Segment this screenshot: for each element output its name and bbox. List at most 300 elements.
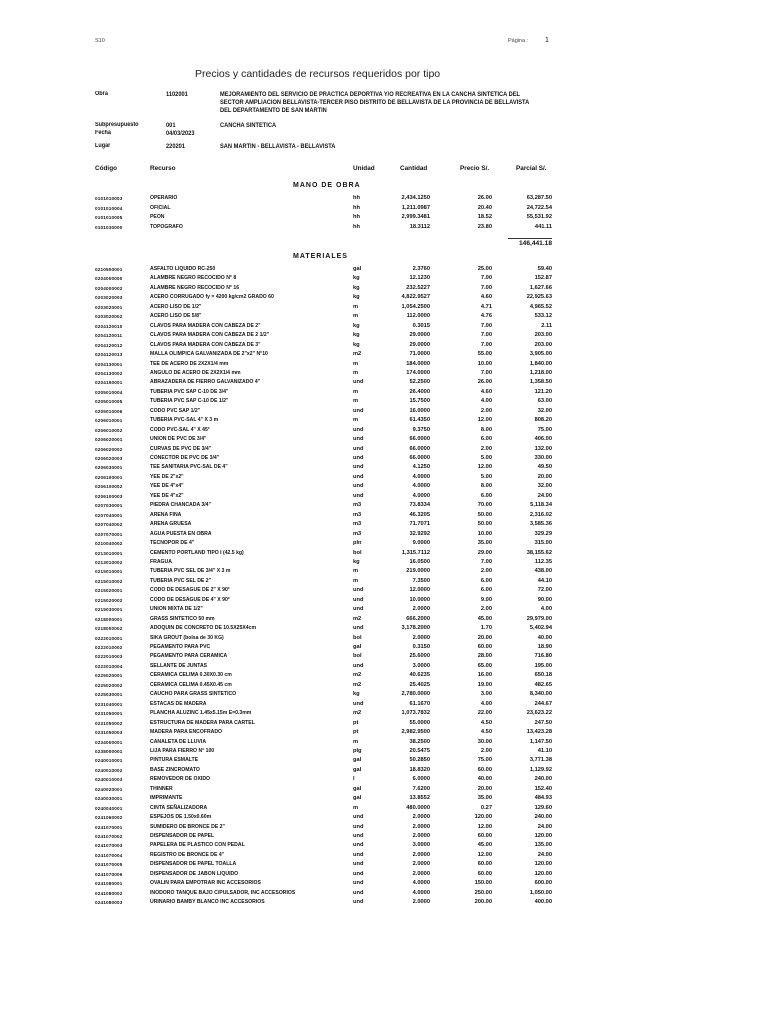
row-price: 60.00 [477, 833, 492, 839]
row-unit: und [353, 823, 364, 830]
table-row [0, 860, 768, 869]
page-title: Precios y cantidades de recursos requeridos por tipo [195, 68, 441, 80]
table-row [0, 567, 768, 576]
row-resource: CANALETA DE LLUVIA [150, 738, 207, 745]
row-code: 0206010002 [95, 427, 123, 433]
total-divider [508, 238, 552, 239]
row-resource: CEMENTO PORTLAND TIPO I (42.5 kg) [150, 549, 244, 556]
row-price: 3.00 [480, 691, 492, 698]
row-partial: 55,531.92 [526, 214, 552, 221]
row-quantity: 61.1670 [409, 700, 430, 707]
table-row [0, 596, 768, 605]
row-resource: INODORO TANQUE BAJO C/PULSADOR, INC ACCESORIOS [150, 889, 296, 896]
row-quantity: 2,780.0000 [401, 691, 430, 698]
row-quantity: 480.0000 [406, 804, 430, 811]
table-row [0, 775, 768, 784]
row-partial: 90.00 [537, 596, 552, 603]
row-code: 0215010002 [95, 578, 123, 584]
row-unit: und [353, 379, 364, 386]
row-partial: 5,118.34 [530, 502, 552, 509]
row-resource: TEE SANITARIA PVC-SAL DE 4" [150, 464, 228, 471]
row-code: 0206100003 [95, 493, 123, 499]
table-row [0, 312, 768, 321]
row-resource: DISPENSADOR DE PAPEL [150, 833, 215, 839]
row-price: 4.50 [480, 729, 492, 736]
table-row [0, 577, 768, 586]
table-row [0, 435, 768, 444]
row-code: 0241070005 [95, 862, 123, 868]
row-partial: 1,129.92 [529, 766, 552, 773]
row-quantity: 7.6200 [412, 785, 430, 792]
row-quantity: 2.0000 [412, 899, 430, 906]
row-quantity: 16.0500 [409, 558, 430, 565]
table-row [0, 558, 768, 567]
row-price: 45.00 [477, 842, 492, 849]
row-resource: PAPELERA DE PLASTICO CON PEDAL [150, 842, 245, 849]
row-code: 0241080002 [95, 890, 123, 896]
row-unit: und [353, 464, 364, 471]
table-row [0, 756, 768, 765]
subpresupuesto-label: Subpresupuesto [95, 122, 139, 128]
row-resource: THINNER [150, 785, 173, 792]
row-resource: SELLANTE DE JUNTAS [150, 662, 208, 669]
table-row [0, 728, 768, 737]
row-quantity: 4,822.9527 [401, 294, 430, 301]
row-quantity: 20.5475 [409, 747, 430, 754]
row-partial: 716.80 [534, 653, 552, 660]
row-quantity: 71.7071 [409, 521, 430, 528]
row-price: 65.00 [477, 662, 492, 669]
row-code: 0218000001 [95, 616, 123, 622]
row-quantity: 46.3205 [409, 511, 430, 518]
row-resource: URINARIO BAMBY BLANCO INC ACCESORIOS [150, 899, 265, 906]
row-partial: 120.00 [534, 833, 552, 839]
table-row [0, 378, 768, 387]
table-row [0, 463, 768, 472]
row-price: 75.00 [477, 757, 492, 764]
row-unit: und [353, 870, 364, 877]
table-row [0, 454, 768, 463]
table-row [0, 605, 768, 614]
row-unit: m [353, 804, 359, 811]
table-row [0, 204, 768, 213]
row-code: 0240030001 [95, 796, 123, 802]
row-resource: PEGAMENTO PARA CERAMICA [150, 653, 228, 660]
table-row [0, 709, 768, 718]
table-row [0, 766, 768, 775]
table-row [0, 473, 768, 482]
row-code: 0241070006 [95, 871, 123, 877]
col-partial-header: Parcial S/. [516, 165, 547, 172]
row-code: 0241070003 [95, 843, 123, 849]
row-unit: und [353, 833, 364, 839]
row-unit: und [353, 407, 364, 414]
row-partial: 20.00 [537, 473, 552, 480]
row-quantity: 6.0000 [412, 776, 430, 783]
row-code: 0101030000 [95, 224, 123, 230]
row-quantity: 0.3150 [412, 644, 430, 650]
row-code: 0241080003 [95, 900, 123, 906]
table-row [0, 662, 768, 671]
row-resource: CINTA SEÑALIZADORA [150, 804, 208, 811]
row-unit: kg [353, 558, 360, 565]
row-unit: kg [353, 691, 360, 698]
table-row [0, 634, 768, 643]
row-price: 45.00 [477, 615, 492, 622]
row-resource: ACERO LISO DE 1/2" [150, 303, 202, 310]
row-partial: 2,316.02 [529, 511, 552, 518]
row-code: 0210040002 [95, 541, 123, 547]
table-row [0, 445, 768, 454]
row-code: 0218000002 [95, 626, 123, 632]
row-quantity: 10.0000 [409, 596, 430, 603]
row-unit: und [353, 814, 364, 821]
table-row [0, 520, 768, 529]
row-resource: MADERA PARA ENCOFRADO [150, 729, 223, 736]
row-price: 23.80 [477, 223, 492, 230]
row-quantity: 219.0000 [406, 568, 430, 575]
table-row [0, 700, 768, 709]
row-price: 2.00 [480, 407, 492, 414]
row-partial: 247.50 [534, 719, 552, 726]
row-price: 70.00 [477, 502, 492, 509]
row-price: 7.00 [480, 322, 492, 329]
row-partial: 129.60 [534, 804, 552, 811]
row-quantity: 3.0000 [412, 662, 430, 669]
row-resource: PEON [150, 214, 165, 221]
row-unit: und [353, 880, 364, 887]
fecha-value: 04/03/2023 [166, 130, 195, 137]
row-code: 0225030001 [95, 692, 123, 698]
row-partial: 32.00 [537, 483, 552, 490]
row-resource: TUBERIA PVC SAP C-10 DE 3/4" [150, 388, 229, 395]
row-partial: 135.00 [534, 842, 552, 849]
row-unit: m2 [353, 681, 362, 688]
row-price: 26.00 [477, 379, 492, 386]
row-resource: ALAMBRE NEGRO RECOCIDO N° 8 [150, 275, 237, 282]
row-resource: ANGULO DE ACERO DE 2X2X1/4 mm [150, 369, 241, 376]
row-price: 2.00 [480, 606, 492, 613]
row-partial: 49.50 [537, 464, 552, 471]
table-row [0, 624, 768, 633]
row-price: 50.00 [477, 521, 492, 528]
row-quantity: 12.0000 [409, 587, 430, 594]
row-quantity: 3.0000 [412, 842, 430, 849]
row-unit: gal [353, 785, 362, 792]
table-row [0, 530, 768, 539]
row-quantity: 29.0000 [409, 341, 430, 348]
row-partial: 44.10 [537, 577, 552, 584]
row-code: 0206020003 [95, 456, 123, 461]
lugar-code: 220201 [166, 143, 186, 150]
row-price: 60.00 [477, 766, 492, 773]
row-unit: gal [353, 644, 362, 650]
row-code: 0213010001 [95, 550, 123, 556]
row-price: 6.00 [480, 492, 492, 499]
table-row [0, 369, 768, 378]
row-resource: PIEDRA CHANCADA 3/4" [150, 502, 211, 509]
row-partial: 40.00 [537, 634, 552, 641]
row-unit: hh [353, 214, 360, 221]
row-partial: 132.00 [534, 445, 552, 452]
row-unit: und [353, 899, 364, 906]
row-resource: YEE DE 4"x4" [150, 483, 184, 490]
table-row [0, 194, 768, 203]
row-resource: ARENA GRUESA [150, 521, 192, 528]
row-partial: 23,623.22 [526, 710, 552, 717]
row-quantity: 15.7500 [409, 398, 430, 405]
table-row [0, 274, 768, 283]
row-code: 0231050003 [95, 730, 123, 736]
row-code: 0206100001 [95, 474, 123, 480]
row-quantity: 55.0000 [409, 719, 430, 726]
row-resource: IMPRIMANTE [150, 795, 183, 802]
obra-desc-line: DEL DEPARTAMENTO DE SAN MARTIN [220, 107, 327, 114]
table-row [0, 785, 768, 794]
row-partial: 24.00 [537, 851, 552, 858]
table-row [0, 350, 768, 359]
row-resource: CURVAS DE PVC DE 3/4" [150, 445, 212, 452]
row-quantity: 2.0000 [412, 833, 430, 839]
row-unit: m [353, 417, 359, 424]
row-resource: TECNOPOR DE 4" [150, 540, 195, 547]
row-partial: 8,340.00 [529, 691, 552, 698]
row-partial: 1,147.50 [529, 738, 552, 745]
row-partial: 24.00 [537, 823, 552, 830]
row-code: 0240010001 [95, 758, 123, 764]
row-code: 0205010005 [95, 399, 123, 405]
row-quantity: 184.0000 [406, 360, 430, 367]
row-partial: 72.00 [537, 587, 552, 594]
table-row [0, 341, 768, 350]
row-price: 10.00 [477, 530, 492, 537]
row-quantity: 26.4000 [409, 388, 430, 395]
row-price: 4.76 [480, 313, 492, 320]
row-partial: 315.00 [534, 540, 552, 547]
row-resource: LIJA PARA FIERRO N° 100 [150, 747, 215, 754]
row-partial: 24,722.54 [526, 204, 552, 211]
row-quantity: 40.6235 [409, 672, 430, 679]
row-unit: l [353, 776, 355, 783]
row-resource: TUBERIA PVC SEL DE 2" [150, 577, 212, 584]
row-code: 0204150001 [95, 380, 123, 386]
row-code: 0207040001 [95, 512, 123, 518]
row-partial: 441.11 [534, 223, 552, 230]
row-code: 0101010005 [95, 215, 123, 221]
row-code: 0204120011 [95, 333, 123, 339]
row-price: 9.00 [480, 596, 492, 603]
row-quantity: 52.2500 [409, 379, 430, 386]
row-code: 0225020001 [95, 673, 123, 679]
row-resource: ALAMBRE NEGRO RECOCIDO N° 16 [150, 284, 240, 291]
row-quantity: 4.0000 [412, 880, 430, 887]
row-price: 12.00 [477, 464, 492, 471]
table-row [0, 690, 768, 699]
report-code: S10 [95, 38, 105, 44]
row-price: 28.00 [477, 653, 492, 660]
row-resource: CERAMICA CELIMA 0.30X0.30 cm [150, 672, 232, 679]
row-price: 4.60 [480, 388, 492, 395]
row-code: 0234000001 [95, 739, 123, 745]
row-code: 0206020002 [95, 446, 123, 452]
row-partial: 482.65 [534, 681, 552, 688]
row-quantity: 3,178.2000 [401, 625, 430, 632]
row-unit: m [353, 398, 359, 405]
lugar-desc: SAN MARTIN - BELLAVISTA - BELLAVISTA [220, 143, 336, 150]
row-partial: 13,423.28 [526, 729, 552, 736]
row-unit: m2 [353, 351, 362, 358]
row-price: 4.60 [480, 294, 492, 301]
row-unit: m [353, 577, 359, 584]
row-unit: und [353, 587, 364, 594]
row-code: 0240020001 [95, 786, 123, 792]
row-resource: TUBERIA PVC-SAL 4" X 3 m [150, 417, 219, 424]
row-partial: 244.67 [534, 700, 552, 707]
row-unit: und [353, 492, 364, 499]
row-partial: 650.18 [534, 672, 552, 679]
row-unit: m3 [353, 502, 362, 509]
row-unit: und [353, 426, 364, 433]
col-unit-header: Unidad [353, 165, 375, 172]
row-quantity: 18.8320 [409, 766, 430, 773]
row-quantity: 18.3112 [409, 223, 430, 230]
row-partial: 240.00 [534, 776, 552, 783]
row-code: 0206030001 [95, 465, 123, 471]
row-price: 2.00 [480, 445, 492, 452]
table-row [0, 813, 768, 822]
row-unit: m [353, 303, 359, 310]
row-price: 55.00 [477, 351, 492, 358]
table-row [0, 719, 768, 728]
row-quantity: 2.0000 [412, 606, 430, 613]
table-row [0, 671, 768, 680]
row-partial: 38,155.62 [526, 549, 552, 556]
row-unit: kg [353, 275, 360, 282]
row-partial: 120.00 [534, 861, 552, 868]
row-price: 8.00 [480, 483, 492, 490]
row-unit: m [353, 360, 359, 367]
row-resource: CODO DE DESAGUE DE 2" X 90° [150, 587, 230, 594]
table-row [0, 851, 768, 860]
row-resource: SUMIDERO DE BRONCE DE 2" [150, 823, 225, 830]
row-quantity: 1,054.2500 [401, 303, 430, 310]
row-partial: 4.00 [540, 606, 552, 613]
row-resource: ACERO LISO DE 5/8" [150, 313, 202, 320]
row-unit: und [353, 606, 364, 613]
table-row [0, 331, 768, 340]
row-quantity: 61.4350 [409, 417, 430, 424]
row-partial: 63,287.50 [526, 195, 552, 201]
row-price: 20.00 [477, 785, 492, 792]
row-code: 0206020001 [95, 437, 123, 443]
row-price: 20.40 [477, 204, 492, 211]
row-price: 7.00 [480, 275, 492, 282]
row-unit: und [353, 889, 364, 896]
row-quantity: 9.3750 [412, 426, 430, 433]
row-resource: PLANCHA ALUZINC 1.45x5.15m E=0.3mm [150, 710, 252, 717]
table-row [0, 681, 768, 690]
row-code: 0240010003 [95, 777, 123, 783]
row-price: 200.00 [474, 899, 492, 906]
row-resource: BASE ZINCROMATO [150, 766, 200, 773]
row-unit: kg [353, 341, 360, 348]
row-quantity: 2.3760 [412, 266, 430, 272]
row-resource: CODO PVC SAP 1/2" [150, 407, 201, 414]
row-unit: m3 [353, 511, 362, 518]
row-price: 6.00 [480, 436, 492, 443]
row-code: 0203020003 [95, 295, 123, 301]
row-resource: OPERARIO [150, 195, 178, 201]
row-partial: 1,627.66 [529, 284, 552, 291]
table-row [0, 322, 768, 331]
row-code: 0231050001 [95, 711, 123, 717]
table-row [0, 388, 768, 397]
subpresupuesto-desc: CANCHA SINTETICA [220, 122, 277, 129]
row-resource: OVALIN PARA EMPOTRAR INC ACCESORIOS [150, 880, 261, 887]
row-resource: CAUCHO PARA GRASS SINTETICO [150, 691, 237, 698]
row-partial: 4,965.52 [529, 303, 552, 310]
row-unit: und [353, 851, 364, 858]
row-unit: und [353, 625, 364, 632]
row-code: 0204000002 [95, 285, 123, 291]
row-unit: gal [353, 795, 362, 802]
table-row [0, 511, 768, 520]
row-resource: ESPEJOS DE 1.50x0.60m [150, 814, 212, 821]
row-quantity: 2,982.9500 [401, 729, 430, 736]
row-resource: TEE DE ACERO DE 2X2X1/4 mm [150, 360, 229, 367]
col-resource-header: Recurso [150, 165, 176, 172]
row-quantity: 2.0000 [412, 861, 430, 868]
row-price: 60.00 [477, 861, 492, 868]
row-price: 12.00 [477, 417, 492, 424]
row-code: 0225020002 [95, 682, 123, 688]
table-row [0, 482, 768, 491]
row-quantity: 2.0000 [412, 870, 430, 877]
row-unit: m [353, 369, 359, 376]
row-price: 40.00 [477, 776, 492, 783]
row-unit: und [353, 473, 364, 480]
table-row [0, 898, 768, 907]
row-partial: 152.87 [534, 275, 552, 282]
row-partial: 59.40 [537, 266, 552, 272]
row-partial: 2.11 [541, 322, 552, 329]
row-price: 5.00 [480, 473, 492, 480]
row-code: 0215020002 [95, 597, 123, 603]
row-unit: gal [353, 266, 362, 272]
obra-code: 1102001 [166, 91, 188, 98]
lugar-label: Lugar [95, 143, 111, 149]
row-resource: DISPENSADOR DE PAPEL TOALLA [150, 861, 237, 868]
row-code: 0205010004 [95, 389, 123, 395]
row-price: 16.00 [477, 672, 492, 679]
row-resource: CLAVOS PARA MADERA CON CABEZA DE 3" [150, 341, 261, 348]
row-partial: 24.00 [537, 492, 552, 499]
row-unit: m3 [353, 530, 362, 537]
row-code: 0204120013 [95, 352, 123, 358]
row-price: 250.00 [474, 889, 492, 896]
table-row [0, 832, 768, 841]
row-quantity: 666.2000 [406, 615, 430, 622]
table-row [0, 738, 768, 747]
subpresupuesto-code: 001 [166, 122, 176, 129]
row-partial: 29,979.00 [526, 615, 552, 622]
row-partial: 75.00 [537, 426, 552, 433]
row-price: 29.00 [477, 549, 492, 556]
row-code: 0207030001 [95, 503, 123, 509]
row-code: 0203020002 [95, 314, 123, 320]
row-quantity: 2.0000 [412, 814, 430, 821]
table-row [0, 615, 768, 624]
